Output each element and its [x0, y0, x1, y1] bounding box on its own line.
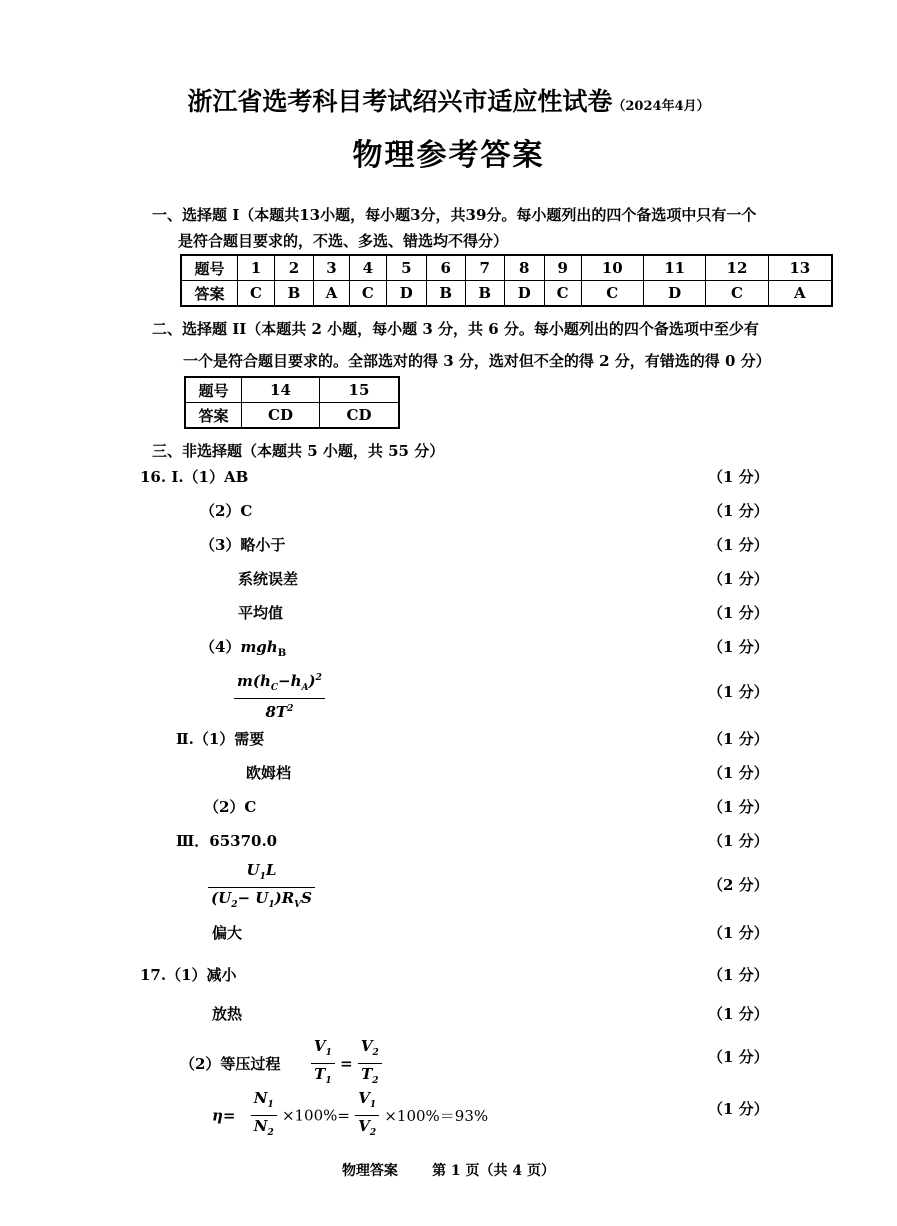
question-number: 1 — [238, 255, 275, 281]
answer-cell: C — [349, 281, 386, 307]
answer-17-1b: 放热 — [212, 1005, 243, 1023]
row-label-question: 题号 — [181, 255, 238, 281]
answer-16-1-3c: 平均值 — [238, 604, 284, 622]
answer-table-1 — [180, 254, 833, 307]
section3-heading: 三、非选择题（本题共 5 小题，共 55 分） — [152, 442, 445, 460]
document-title: 浙江省选考科目考试绍兴市适应性试卷（2024年4月） — [187, 87, 710, 116]
section1-heading-line2: 是符合题目要求的，不选、多选、错选均不得分） — [178, 232, 509, 250]
score: （1 分） — [708, 764, 769, 782]
answer-cell: B — [426, 281, 465, 307]
row-label-question: 题号 — [185, 377, 242, 403]
answer-table-2 — [184, 376, 400, 429]
answer-cell: C — [706, 281, 768, 307]
answer-cell: A — [768, 281, 832, 307]
answer-row — [181, 281, 832, 307]
question-row — [181, 255, 832, 281]
question-number: 12 — [706, 255, 768, 281]
answer-16-3c: 偏大 — [212, 924, 243, 942]
answer-cell: D — [643, 281, 705, 307]
score: （1 分） — [708, 1005, 769, 1023]
section1-heading-line1: 一、选择题 I（本题共13小题，每小题3分，共39分。每小题列出的四个备选项中只有一个 — [152, 206, 757, 224]
answer-cell: B — [274, 281, 313, 307]
answer-16-3: Ⅲ．65370.0 — [176, 832, 278, 850]
answer-16-1-2: （2）C — [200, 502, 253, 520]
score: （1 分） — [708, 683, 769, 701]
answer-16-1-1: 16. Ⅰ.（1）AB — [140, 468, 249, 486]
answer-cell: D — [386, 281, 426, 307]
answer-17-2: （2）等压过程 $\frac{V_1}{T_1}$ = $\frac{V_2}{T_2}$ — [180, 1036, 382, 1091]
answer-cell: A — [313, 281, 349, 307]
answer-16-1-3: （3）略小于 — [200, 536, 286, 554]
score: （1 分） — [708, 1048, 769, 1066]
score: （1 分） — [708, 924, 769, 942]
section2-heading-line2: 一个是符合题目要求的。全部选对的得 3 分，选对但不全的得 2 分，有错选的得 0 分） — [183, 352, 771, 370]
answer-cell: B — [465, 281, 504, 307]
score: （1 分） — [708, 1100, 769, 1118]
efficiency-formula: η= $\frac{N_1}{N_2}$ ×100%= $\frac{V_1}{V_2}$ ×100%＝93% — [212, 1089, 489, 1138]
answer-cell: C — [238, 281, 275, 307]
formula-16-3b: $\frac{U_1L}{(U_2- U_1)R_VS}$ — [208, 860, 315, 915]
answer-17-1: 17.（1）减小 — [140, 966, 237, 984]
question-row — [185, 377, 399, 403]
answer-cell: CD — [319, 403, 399, 429]
score: （1 分） — [708, 798, 769, 816]
question-number: 4 — [349, 255, 386, 281]
section2-heading-line1: 二、选择题 II（本题共 2 小题，每小题 3 分，共 6 分。每小题列出的四个备选项中至少有 — [152, 320, 759, 338]
question-number: 10 — [581, 255, 643, 281]
answer-16-2-1b: 欧姆档 — [246, 764, 292, 782]
question-number: 15 — [319, 377, 399, 403]
score: （1 分） — [708, 966, 769, 984]
formula-16-1-4b: $\frac{m(h_C-h_A)^2}{8T^2}$ — [234, 668, 325, 722]
question-number: 2 — [274, 255, 313, 281]
answer-16-1-3b: 系统误差 — [238, 570, 299, 588]
answer-cell: C — [544, 281, 581, 307]
score: （1 分） — [708, 832, 769, 850]
question-number: 14 — [242, 377, 320, 403]
row-label-answer: 答案 — [181, 281, 238, 307]
score: （1 分） — [708, 468, 769, 486]
row-label-answer: 答案 — [185, 403, 242, 429]
score: （1 分） — [708, 730, 769, 748]
score: （1 分） — [708, 536, 769, 554]
answer-16-1-4: （4）mgh$_B$ — [200, 638, 287, 659]
question-number: 3 — [313, 255, 349, 281]
answer-cell: D — [504, 281, 544, 307]
answer-row — [185, 403, 399, 429]
score: （1 分） — [708, 570, 769, 588]
score: （1 分） — [708, 502, 769, 520]
question-number: 8 — [504, 255, 544, 281]
score: （1 分） — [708, 604, 769, 622]
answer-cell: CD — [242, 403, 320, 429]
question-number: 7 — [465, 255, 504, 281]
question-number: 6 — [426, 255, 465, 281]
answer-16-2-1: Ⅱ.（1）需要 — [176, 730, 265, 748]
question-number: 5 — [386, 255, 426, 281]
score: （2 分） — [708, 876, 769, 894]
question-number: 9 — [544, 255, 581, 281]
answer-16-2-2: （2）C — [204, 798, 257, 816]
question-number: 11 — [643, 255, 705, 281]
answer-cell: C — [581, 281, 643, 307]
page-footer: 物理答案 第 1 页（共 4 页） — [341, 1163, 556, 1179]
score: （1 分） — [708, 638, 769, 656]
document-subtitle: 物理参考答案 — [352, 138, 545, 173]
question-number: 13 — [768, 255, 832, 281]
